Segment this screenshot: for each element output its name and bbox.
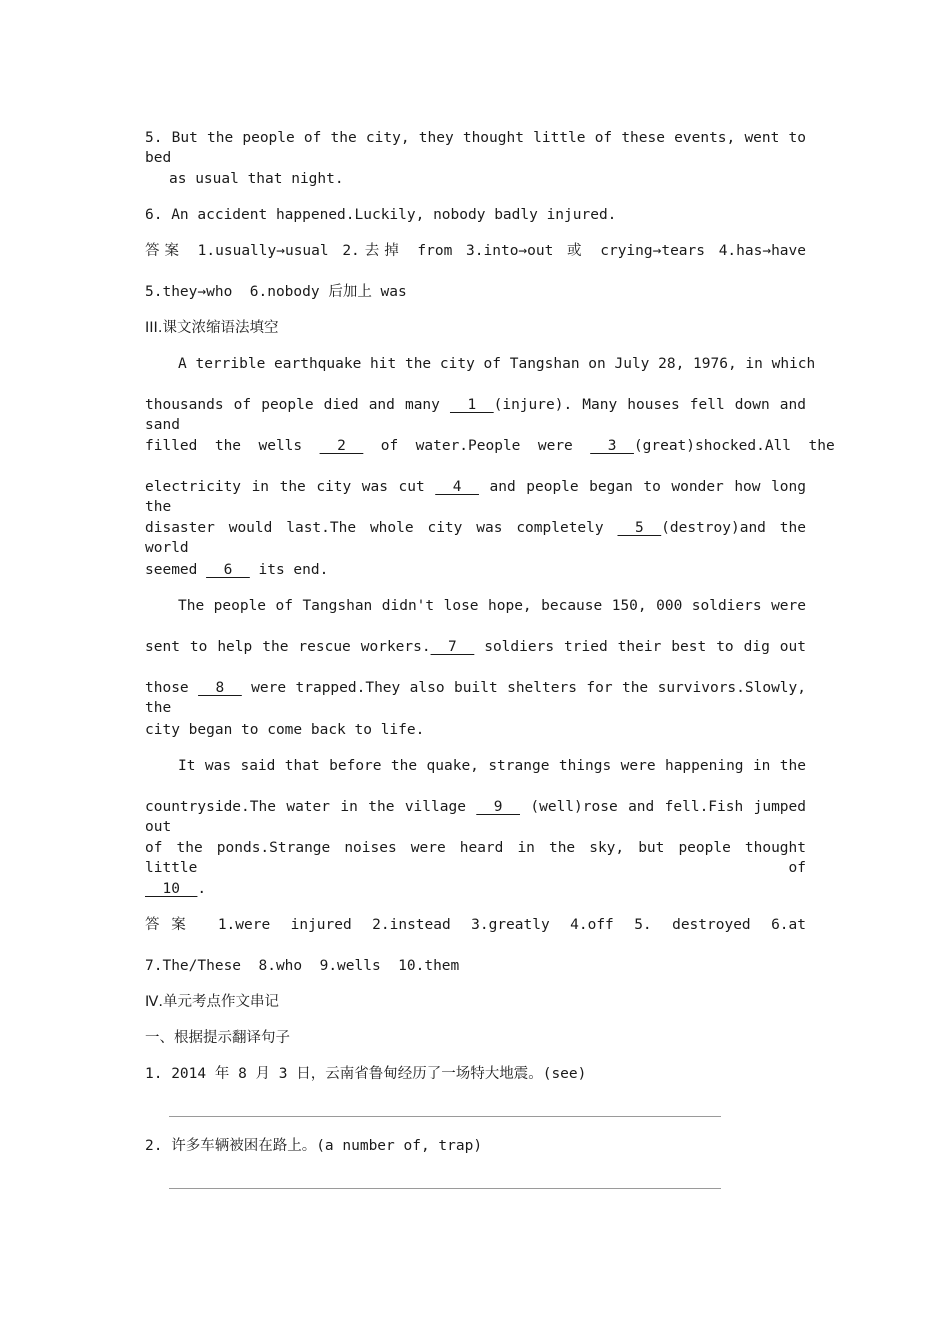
p2-line-4: city began to come back to life. [145, 722, 425, 738]
answers-iii-line-2: 7.The/These 8.who 9.wells 10.them [145, 958, 460, 974]
p1-line-4-text-a: electricity in the city was cut [145, 479, 436, 495]
item-5-line-2: as usual that night. [169, 171, 344, 187]
p3-line-2 [145, 797, 806, 837]
answers-ii-line-1-text: 1.usually→usual 2.去掉 from 3.into→out 或 crying→tears 4.has→have [183, 243, 807, 259]
blank-7: __7__ [430, 639, 475, 655]
answer-line-1[interactable] [169, 1116, 721, 1117]
p3-line-4 [145, 879, 206, 899]
p1-line-5-text-b: (destroy)and the world [145, 520, 806, 556]
section-iii-heading: III.课文浓缩语法填空 [145, 320, 279, 336]
blank-9: __9__ [476, 799, 520, 815]
p1-line-6 [145, 560, 328, 580]
p2-line-1: The people of Tangshan didn't lose hope, because 150, 000 soldiers were [178, 598, 806, 614]
answer-label: 答案 [145, 917, 198, 933]
p1-line-3-text-b: of water.People were [363, 438, 591, 454]
p2-line-3 [145, 678, 806, 718]
p2-line-3-text-b: were trapped.They also built shelters for the survivors.Slowly, the [145, 680, 806, 716]
translation-question-1: 1. 2014 年 8 月 3 日，云南省鲁甸经历了一场特大地震。(see) [145, 1066, 587, 1082]
p1-line-5 [145, 518, 806, 558]
answers-ii-line-1 [145, 241, 806, 261]
p3-line-1: It was said that before the quake, strange things were happening in the [178, 758, 806, 774]
p3-line-3: of the ponds.Strange noises were heard in the sky, but people thought little of [145, 840, 806, 876]
blank-2: __2__ [319, 438, 364, 454]
p1-line-4-text-b: and people began to wonder how long the [145, 479, 806, 515]
p1-line-2-text-b: (injure). Many houses fell down and sand [145, 397, 806, 433]
section-iv-heading: Ⅳ.单元考点作文串记 [145, 994, 279, 1010]
p2-line-2 [145, 637, 806, 657]
p3-line-2-text-a: countryside.The water in the village [145, 799, 477, 815]
translation-question-2: 2. 许多车辆被困在路上。(a number of, trap) [145, 1138, 483, 1154]
p1-line-4 [145, 477, 806, 517]
p2-line-2-text-a: sent to help the rescue workers. [145, 639, 431, 655]
blank-8: __8__ [198, 680, 242, 696]
blank-5: __5__ [617, 520, 662, 536]
p1-line-3-text-a: filled the wells [145, 438, 320, 454]
answer-label: 答案 [145, 243, 184, 259]
blank-1: __1__ [449, 397, 494, 413]
answers-iii-line-1-text: 1.were injured 2.instead 3.greatly 4.off 5. destroyed 6.at [197, 917, 806, 933]
section-iv-subheading: 一、根据提示翻译句子 [145, 1030, 290, 1046]
blank-4: __4__ [435, 479, 479, 495]
p2-line-2-text-b: soldiers tried their best to dig out [474, 639, 806, 655]
answers-iii-line-1 [145, 915, 806, 935]
p1-line-5-text-a: disaster would last.The whole city was completely [145, 520, 618, 536]
p3-line-4-period: . [197, 881, 207, 897]
p1-line-3 [145, 436, 835, 456]
p2-line-3-text-a: those [145, 680, 199, 696]
p1-line-2 [145, 395, 806, 435]
p1-line-3-text-c: (great)shocked.All the [633, 438, 835, 454]
answer-line-2[interactable] [169, 1188, 721, 1189]
p3-line-2-text-b: (well)rose and fell.Fish jumped out [145, 799, 806, 835]
p1-line-6-text-b: its end. [249, 562, 329, 578]
p1-line-2-text-a: thousands of people died and many [145, 397, 450, 413]
answers-ii-line-2: 5.they→who 6.nobody 后加上 was [145, 284, 407, 300]
item-6: 6. An accident happened.Luckily, nobody badly injured. [145, 207, 617, 223]
blank-10: __10__ [145, 881, 198, 897]
p1-line-6-text-a: seemed [145, 562, 207, 578]
blank-3: __3__ [590, 438, 634, 454]
item-5-line-1: 5. But the people of the city, they thought little of these events, went to bed [145, 130, 806, 166]
p1-line-1: A terrible earthquake hit the city of Tangshan on July 28, 1976, in which [178, 356, 816, 372]
blank-6: __6__ [206, 562, 250, 578]
